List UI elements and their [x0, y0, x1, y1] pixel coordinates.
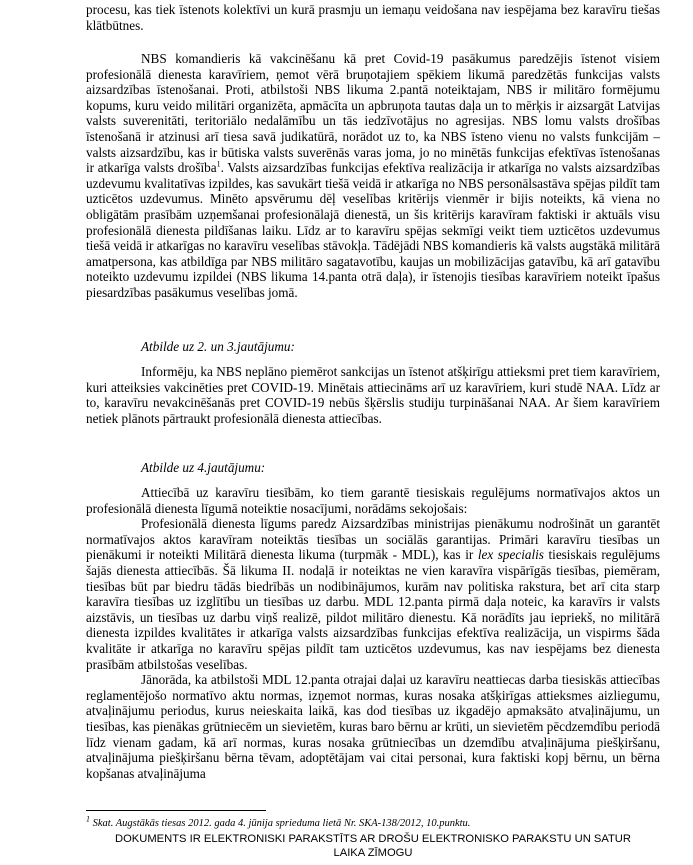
paragraph-nbs-commander — [86, 51, 660, 301]
section-heading-questions-2-3: Atbilde uz 2. un 3.jautājumu: — [141, 339, 295, 354]
paragraph-text: Informēju, ka NBS neplāno piemērot sankcijas un īstenot atšķirīgu attieksmi pret tiem karavīriem, kuri atteiksies vakcinēties pret COVID-19. Minētais attiecināms arī uz karavīriem, kuri studē NAA. Līdz ar to, karavīru nevakcinēšanās pret COVID-19 nebūs šķērslis studiju turpināšanai NAA. Ar šiem karavīriem netiek plānots pārtraukt profesionālā dienesta attiecības. — [86, 364, 660, 426]
paragraph-text: NBS komandieris kā vakcinēšanu kā pret Covid-19 pasākumus paredzējis īstenot visiem profesionālā dienesta karavīriem, ņemot vērā bruņotajiem spēkiem likumā paredzētās funkcijas valsts aizsardzības īstenošanai. Proti, atbilstoši NBS likuma 2.pantā noteiktajam, NBS ir militāro formējumu kopums, kuru veido militāri organizēta, apmācīta un apbruņota tautas daļa un to mērķis ir aizsargāt Latvijas valsts suverenitāti, teritoriālo nedalāmību un tās iedzīvotājus no agresijas. NBS lomu valsts drošības īstenošanā ir atzinusi arī tiesa savā judikatūrā, norādot uz to, ka NBS īsteno vienu no valsts funkcijām – valsts aizsardzību, kas ir būtiska valsts suverēnās varas joma, jo no minētās funkcijas efektīvas īstenošanas ir atkarīga valsts drošība$^1$. Valsts aizsardzības funkcijas efektīva realizācija ir atkarīga no valsts aizsardzības uzdevumu kvalitatīvas izpildes, kas savukārt tiešā veidā ir atkarīga no NBS personālsastāva spējas pildīt tam uzticētos uzdevumus. Minēto apsvērumu dēļ veselības kritērijs vienmēr ir bijis noteikts, kā viena no obligātām prasībām uzņemšanai profesionālajā dienestā, un šis kritērijs karavīram faktiski ir aktuāls visu profesionālā dienesta pildīšanas laiku. Līdz ar to karavīru spējas sekmīgi veikt tiem uzticētos uzdevumus tiešā veidā ir atkarīgas no karavīru veselības stāvokļa. Tādējādi NBS komandieris kā valsts augstākā militārā amatpersona, kas atbildīga par NBS militāro sagatavotību, kaujas un mobilizācijas gatavību, kā arī gatavību noteikto uzdevumu izpildei (NBS likuma 14.panta otrā daļa), ir īstenojis tiesības karavīriem noteikt īpašus piesardzības pasākumus veselības jomā. — [86, 51, 660, 300]
paragraph-text: procesu, kas tiek īstenots kolektīvi un kurā prasmju un iemaņu veidošana nav iespējama bez karavīru tiešas klātbūtnes. — [86, 2, 660, 33]
section-heading-question-4: Atbilde uz 4.jautājumu: — [141, 460, 266, 475]
stamp-line-2: LAIKA ZĪMOGU — [333, 847, 413, 859]
footnote-number: 1 — [86, 814, 90, 824]
paragraph-answer-2-3 — [86, 364, 660, 426]
stamp-line-1: DOKUMENTS IR ELEKTRONISKI PARAKSTĪTS AR DROŠU ELEKTRONISKO PARAKSTU UN SATUR — [115, 833, 631, 845]
paragraph-text: Jānorāda, ka atbilstoši MDL 12.panta otrajai daļai uz karavīru neattiecas darba tiesiskās attiecības reglamentējošo normatīvo aktu normas, izņemot normas, kuras nosaka atšķirīgas attieksmes aizliegumu, atvaļinājumu periodus, kurus neieskaita laikā, kas dod tiesības uz ikgadējo apmaksāto atvaļinājumu, un tiesības, kas pienākas grūtniecēm un sievietēm, kuras baro bērnu ar krūti, un sievietēm pēcdzemdību periodā līdz vienam gadam, kā arī normas, kuras nosaka grūtniecības un dzemdību atvaļinājuma piešķiršanu, atvaļinājuma piešķiršanu bērna tēvam, adoptētājam vai citai personai, kura faktiski kopj bērnu, un bērna kopšanas atvaļinājuma — [86, 672, 660, 781]
footnote-text: Skat. Augstākās tiesas 2012. gada 4. jūnija sprieduma lietā Nr. SKA-138/2012, 10.punktu. — [90, 818, 471, 829]
footnote-reference[interactable]: 1 — [216, 159, 221, 169]
paragraph-text: Attiecībā uz karavīru tiesībām, ko tiem garantē tiesiskais regulējums normatīvajos aktos un profesionālā dienesta līgumā noteiktie nosacījumi, norādāms sekojošais: — [86, 485, 660, 516]
footnote — [86, 816, 660, 832]
footnote-divider — [86, 810, 266, 811]
signature-stamp-notice — [86, 832, 660, 860]
paragraph-continuation — [86, 2, 660, 33]
paragraph-answer-4 — [86, 485, 660, 781]
paragraph-text: Profesionālā dienesta līgums paredz Aizsardzības ministrijas pienākumu nodrošināt un garantēt normatīvajos aktos karavīram noteiktās tiesības un sociālās garantijas. Primāri karavīru tiesības un pienākumi ir noteikti Militārā dienesta likuma (turpmāk - MDL), kas ir lex specialis tiesiskais regulējums šajās dienesta attiecībās. Šā likuma II. nodaļā ir noteiktas ne vien karavīra vispārīgās tiesības, piemēram, tiesības būt par biedru tādās biedrībās un nodibinājumos, kurām nav politiska rakstura, bet arī cita starp karavīra tiesības uz izglītību un tiesības uz darbu. MDL 12.panta pirmā daļa noteic, ka karavīrs ir valsts aizstāvis, un tiesības uz darbu viņš realizē, pildot militāro dienestu. Kā norādīts jau iepriekš, no militārā dienesta izpildes kvalitātes ir atkarīga valsts aizsardzības funkcijas efektīva realizācija, un vispirms šāda kvalitāte ir atkarīga no karavīru spējas pildīt tam uzticētos uzdevumus, kas nav iespējams bez dienesta prasībām atbilstošas veselības. — [86, 516, 661, 672]
